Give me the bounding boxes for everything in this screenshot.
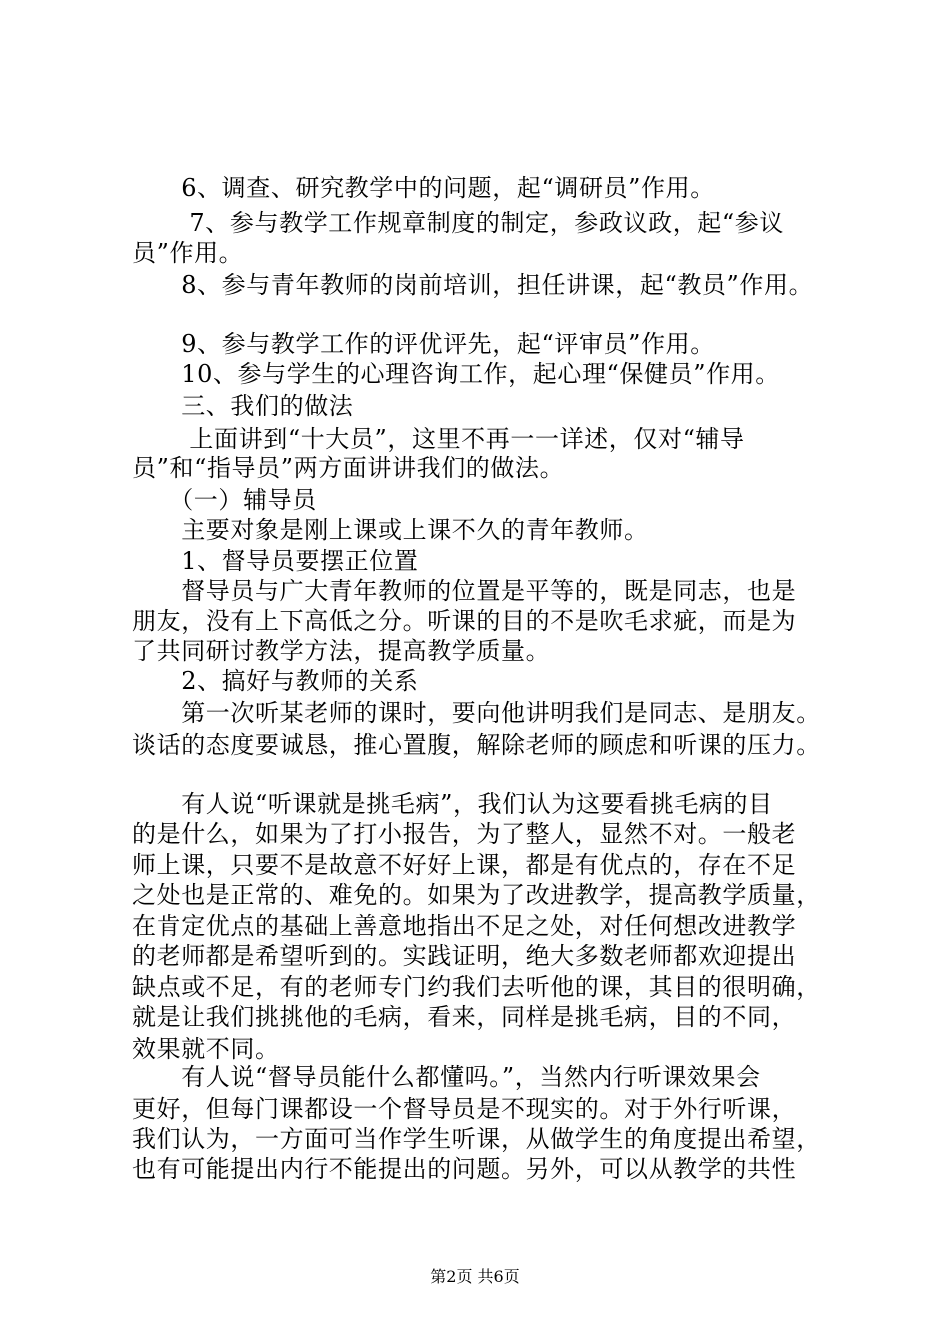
text-line: 督导员与广大青年教师的位置是平等的，既是同志，也是 <box>132 577 797 605</box>
text-line: 缺点或不足，有的老师专门约我们去听他的课，其目的很明确， <box>132 973 821 1001</box>
text-line: 上面讲到“十大员”，这里不再一一详述，仅对“辅导 <box>132 425 745 453</box>
text-line: 谈话的态度要诚恳，推心置腹，解除老师的顾虑和听课的压力。 <box>132 731 821 759</box>
text-line: （一）辅导员 <box>132 486 317 514</box>
text-line: 也有可能提出内行不能提出的问题。另外，可以从教学的共性 <box>132 1155 797 1183</box>
text-line: 有人说“督导员能什么都懂吗。”，当然内行听课效果会 <box>132 1063 761 1091</box>
text-line: 第一次听某老师的课时，要向他讲明我们是同志、是朋友。 <box>132 699 821 727</box>
text-line: 有人说“听课就是挑毛病”，我们认为这要看挑毛病的目 <box>132 790 773 818</box>
text-line: 在肯定优点的基础上善意地指出不足之处，对任何想改进教学 <box>132 912 797 940</box>
text-line: 7、参与教学工作规章制度的制定，参政议政，起“参议 <box>132 209 784 237</box>
text-line: 2、搞好与教师的关系 <box>132 667 419 695</box>
text-line: 朋友，没有上下高低之分。听课的目的不是吹毛求疵，而是为 <box>132 607 797 635</box>
text-line: 效果就不同。 <box>132 1035 280 1063</box>
page-footer: 第2页 共6页 <box>430 1267 520 1286</box>
text-line: 之处也是正常的、难免的。如果为了改进教学，提高教学质量， <box>132 881 821 909</box>
text-line: 就是让我们挑挑他的毛病，看来，同样是挑毛病，目的不同， <box>132 1003 797 1031</box>
text-line: 了共同研讨教学方法，提高教学质量。 <box>132 637 551 665</box>
text-line: 主要对象是刚上课或上课不久的青年教师。 <box>132 516 649 544</box>
text-line: 更好，但每门课都设一个督导员是不现实的。对于外行听课， <box>132 1095 797 1123</box>
text-line: 9、参与教学工作的评优评先，起“评审员”作用。 <box>132 330 715 358</box>
text-line: 的老师都是希望听到的。实践证明，绝大多数老师都欢迎提出 <box>132 942 797 970</box>
text-line: 三、我们的做法 <box>132 392 354 420</box>
text-line: 6、调查、研究教学中的问题，起“调研员”作用。 <box>132 174 715 202</box>
text-line: 员”和“指导员”两方面讲讲我们的做法。 <box>132 454 565 482</box>
text-line: 1、督导员要摆正位置 <box>132 547 419 575</box>
text-line: 8、参与青年教师的岗前培训，担任讲课，起“教员”作用。 <box>132 271 814 299</box>
text-line: 我们认为，一方面可当作学生听课，从做学生的角度提出希望， <box>132 1125 821 1153</box>
text-line: 的是什么，如果为了打小报告，为了整人，显然不对。一般老 <box>132 820 797 848</box>
text-line: 10、参与学生的心理咨询工作，起心理“保健员”作用。 <box>132 360 780 388</box>
text-line: 员”作用。 <box>132 239 244 267</box>
text-line: 师上课，只要不是故意不好好上课，都是有优点的，存在不足 <box>132 851 797 879</box>
